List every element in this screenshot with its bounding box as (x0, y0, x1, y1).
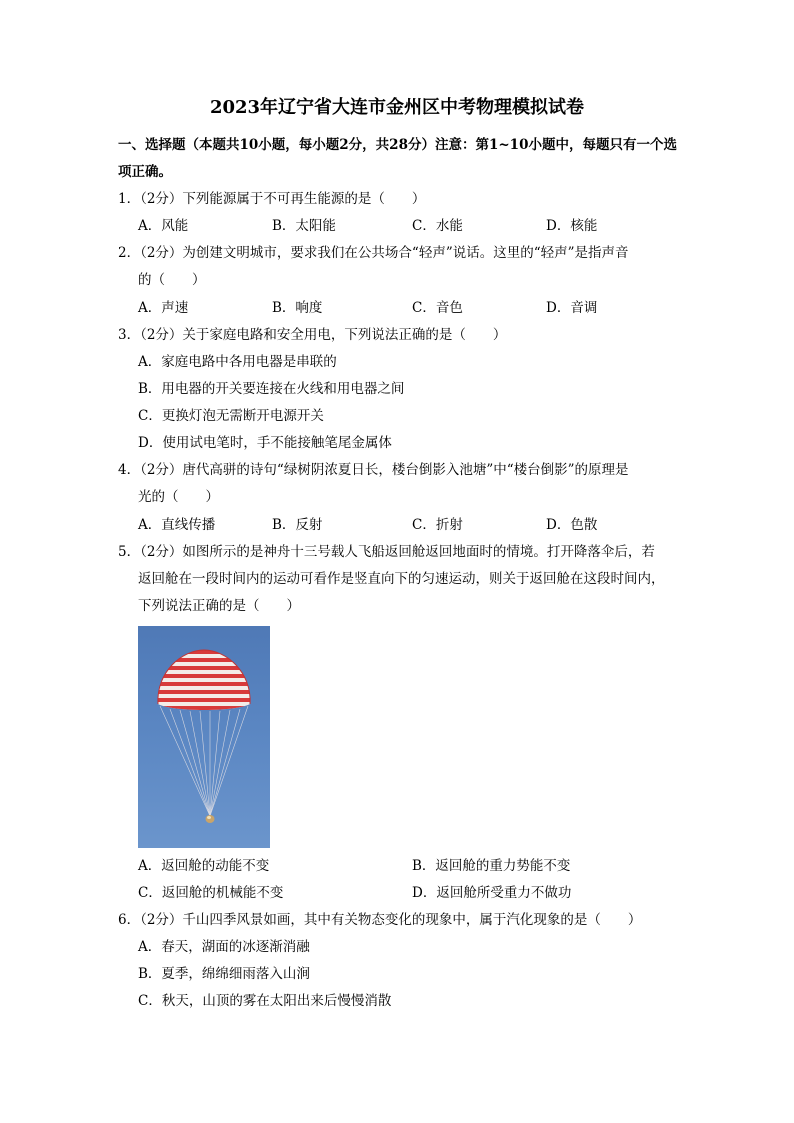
question-3-option-d: D．使用试电笔时，手不能接触笔尾金属体 (138, 435, 392, 451)
parachute-capsule-photo (138, 626, 270, 848)
page-title: 2023年辽宁省大连市金州区中考物理模拟试卷 (209, 97, 585, 118)
question-1-option-c: C．水能 (412, 218, 463, 234)
question-3-option-b: B．用电器的开关要连接在火线和用电器之间 (138, 381, 405, 397)
question-4-option-a: A．直线传播 (138, 517, 216, 533)
question-5-stem-cont: 返回舱在一段时间内的运动可看作是竖直向下的匀速运动，则关于返回舱在这段时间内， (138, 571, 665, 587)
question-1-stem: 1．（2分）下列能源属于不可再生能源的是（ ） (118, 191, 426, 207)
question-3-option-a: A．家庭电路中各用电器是串联的 (138, 354, 337, 370)
question-2-option-d: D．音调 (546, 300, 598, 316)
question-1-option-a: A．风能 (138, 218, 189, 234)
question-6-stem: 6．（2分）千山四季风景如画，其中有关物态变化的现象中，属于汽化现象的是（ ） (118, 912, 642, 928)
question-3-stem: 3．（2分）关于家庭电路和安全用电，下列说法正确的是（ ） (118, 327, 507, 343)
question-6-option-a: A．春天，湖面的冰逐渐消融 (138, 939, 310, 955)
question-5-option-d: D．返回舱所受重力不做功 (412, 885, 572, 901)
parachute-lines (160, 706, 248, 816)
question-5-stem-cont-2: 下列说法正确的是（ ） (138, 598, 300, 614)
question-2-option-c: C．音色 (412, 300, 463, 316)
question-2-stem-cont: 的（ ） (138, 272, 206, 288)
parachute-illustration (138, 626, 270, 848)
question-1-option-d: D．核能 (546, 218, 598, 234)
question-5-option-a: A．返回舱的动能不变 (138, 858, 270, 874)
question-2-option-a: A．声速 (138, 300, 189, 316)
question-2-option-b: B．响度 (272, 300, 323, 316)
question-5-option-c: C．返回舱的机械能不变 (138, 885, 284, 901)
section-heading: 一、选择题（本题共10小题，每小题2分，共28分）注意：第1~10小题中，每题只有一个选项正确。 (118, 137, 677, 180)
question-1-option-b: B．太阳能 (272, 218, 336, 234)
question-5-option-b: B．返回舱的重力势能不变 (412, 858, 571, 874)
question-4-option-c: C．折射 (412, 517, 463, 533)
question-3-option-c: C．更换灯泡无需断开电源开关 (138, 408, 324, 424)
question-4-stem: 4．（2分）唐代高骈的诗句“绿树阴浓夏日长，楼台倒影入池塘”中“楼台倒影”的原理是 (118, 462, 629, 478)
question-6-option-b: B．夏季，绵绵细雨落入山涧 (138, 966, 310, 982)
parachute-canopy (138, 626, 270, 726)
question-4-option-b: B．反射 (272, 517, 323, 533)
question-4-option-d: D．色散 (546, 517, 598, 533)
question-2-stem: 2．（2分）为创建文明城市，要求我们在公共场合“轻声”说话。这里的“轻声”是指声音 (118, 245, 629, 261)
question-6-option-c: C．秋天，山顶的雾在太阳出来后慢慢消散 (138, 993, 392, 1009)
question-4-stem-cont: 光的（ ） (138, 489, 219, 505)
return-capsule (206, 815, 215, 823)
question-5-stem: 5．（2分）如图所示的是神舟十三号载人飞船返回舱返回地面时的情境。打开降落伞后，若 (118, 544, 655, 560)
